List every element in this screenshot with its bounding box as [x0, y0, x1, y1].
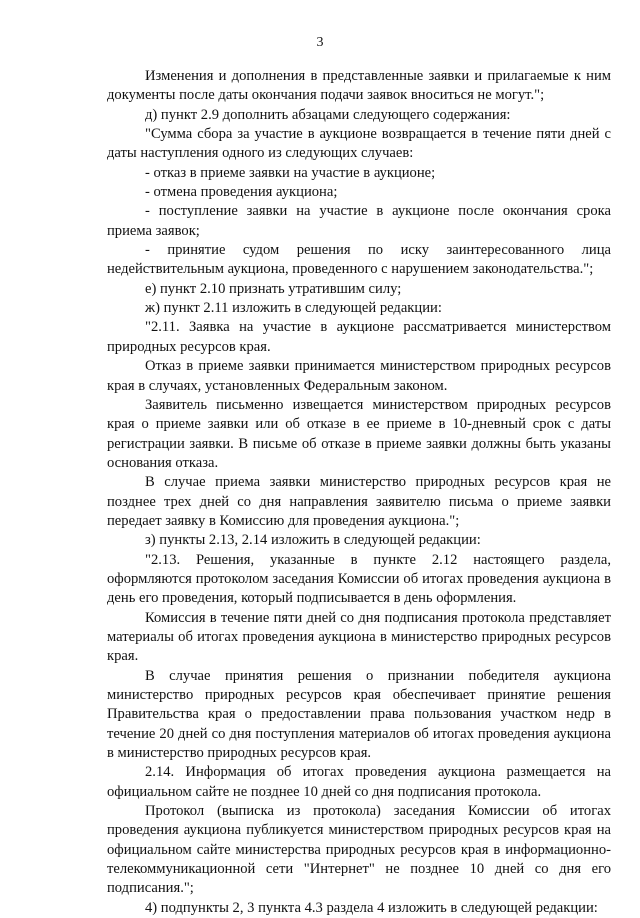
paragraph: з) пункты 2.13, 2.14 изложить в следующей редакции:: [145, 532, 481, 549]
document-body: [107, 67, 611, 918]
paragraph: - отказ в приеме заявки на участие в аукционе;: [145, 164, 436, 181]
paragraph: Отказ в приеме заявки принимается министерством природных ресурсов края в случаях, установленных Федеральным законом.: [107, 358, 611, 394]
paragraph: д) пункт 2.9 дополнить абзацами следующего содержания:: [145, 106, 511, 123]
paragraph: "Сумма сбора за участие в аукционе возвращается в течение пяти дней с даты наступления одного из следующих случаев:: [107, 126, 611, 162]
paragraph: Изменения и дополнения в представленные заявки и прилагаемые к ним документы после даты окончания подачи заявок вноситься не могут.";: [107, 68, 611, 104]
paragraph: В случае принятия решения о признании победителя аукциона министерство природных ресурсов края обеспечивает принятие решения Правительства края о предоставлении права пользования участком недр в течение 20 дней со дня поступления материалов об итогах проведения аукциона в министерство природных ресурсов края.: [107, 667, 611, 762]
paragraph: ж) пункт 2.11 изложить в следующей редакции:: [145, 300, 442, 317]
paragraph: 2.14. Информация об итогах проведения аукциона размещается на официальном сайте не позднее 10 дней со дня подписания протокола.: [107, 764, 611, 800]
paragraph: "2.13. Решения, указанные в пункте 2.12 настоящего раздела, оформляются протоколом заседания Комиссии об итогах проведения аукциона в день его проведения, который подписывается в день оформления.: [107, 551, 611, 607]
paragraph: В случае приема заявки министерство природных ресурсов края не позднее трех дней со дня направления заявителю письма о приеме заявки передает заявку в Комиссию для проведения аукциона.";: [107, 474, 611, 529]
paragraph: Протокол (выписка из протокола) заседания Комиссии об итогах проведения аукциона публикуется министерством природных ресурсов края на официальном сайте министерства природных ресурсов края в информационно-телекоммуникационной сети "Интернет" не позднее 10 дней со дня его подписания.";: [107, 803, 611, 897]
paragraph: е) пункт 2.10 признать утратившим силу;: [145, 280, 402, 297]
page-number: 3: [316, 35, 324, 50]
paragraph: - поступление заявки на участие в аукционе после окончания срока приема заявок;: [107, 203, 611, 239]
paragraph: 4) подпункты 2, 3 пункта 4.3 раздела 4 изложить в следующей редакции:: [145, 899, 598, 916]
paragraph: Комиссия в течение пяти дней со дня подписания протокола представляет материалы об итогах проведения аукциона в министерство природных ресурсов края.: [107, 609, 611, 665]
paragraph: - отмена проведения аукциона;: [145, 184, 338, 201]
paragraph: "2.11. Заявка на участие в аукционе рассматривается министерством природных ресурсов края.: [107, 319, 611, 355]
paragraph: Заявитель письменно извещается министерством природных ресурсов края о приеме заявки или об отказе в ее приеме в 10-дневный срок с даты регистрации заявки. В письме об отказе в приеме заявки должны быть указаны основания отказа.: [107, 396, 611, 471]
paragraph: - принятие судом решения по иску заинтересованного лица недействительным аукциона, проведенного с нарушением законодательства.";: [107, 242, 611, 278]
